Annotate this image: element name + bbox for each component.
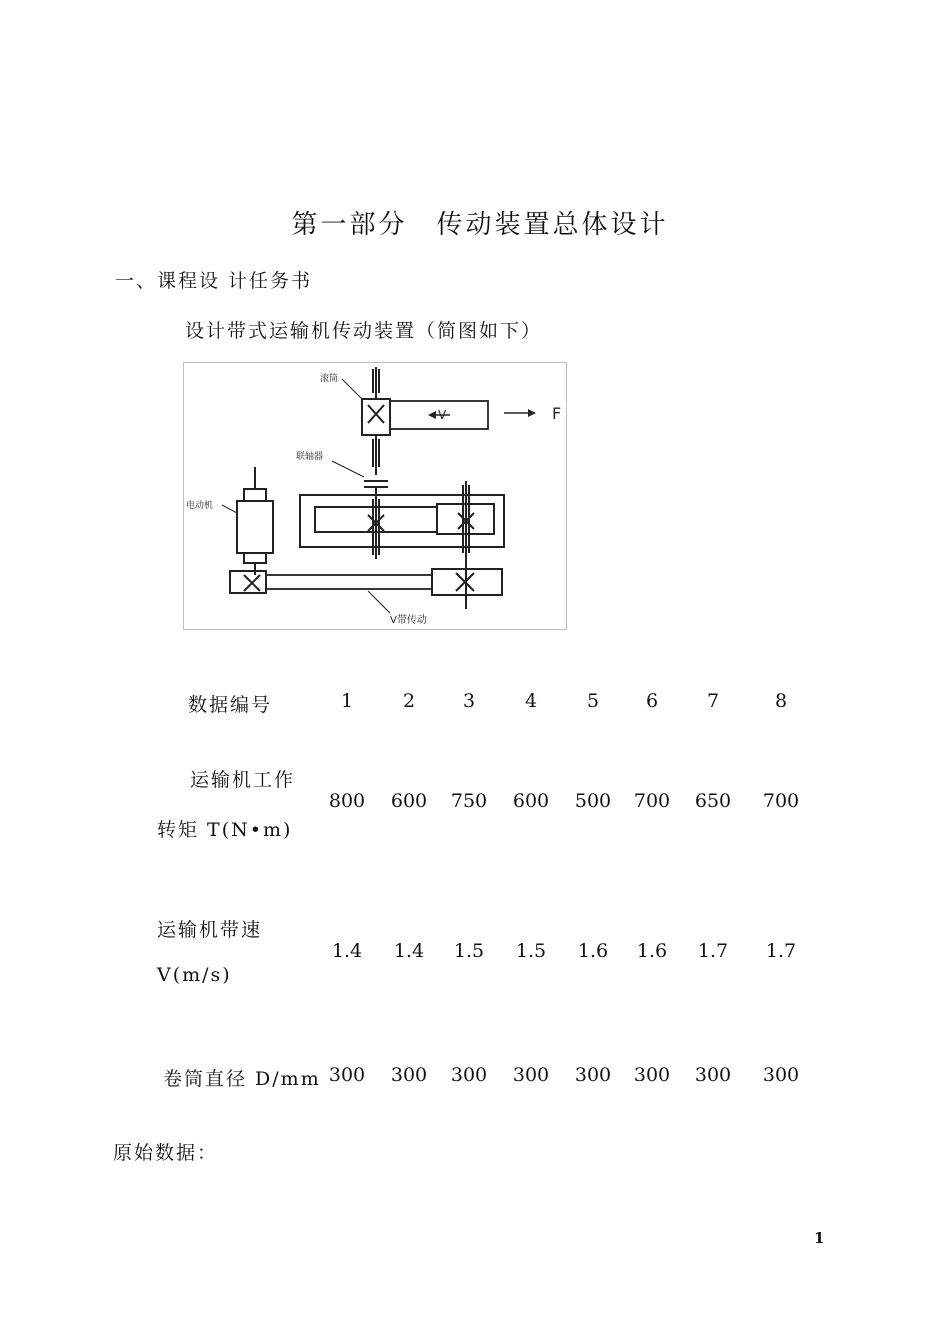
row-label-speed-line2: V(m/s) — [157, 964, 232, 986]
table-cell: 500 — [574, 790, 612, 812]
page-title: 第一部分 传动装置总体设计 — [291, 210, 669, 240]
intro-text: 设计带式运输机传动装置（简图如下） — [185, 320, 543, 342]
motor-label: 电动机 — [186, 501, 214, 511]
motor-body — [237, 501, 273, 553]
velocity-label: V — [438, 408, 447, 422]
page-number: 1 — [814, 1229, 825, 1247]
drum-label: 滚筒 — [320, 374, 339, 384]
table-cell: 300 — [450, 1064, 488, 1086]
row-label-torque-line1: 运输机工作 — [190, 769, 296, 791]
table-cell: 1.6 — [577, 940, 609, 962]
table-cell: 300 — [633, 1064, 671, 1086]
table-col-header: 7 — [706, 690, 720, 712]
table-cell: 750 — [450, 790, 488, 812]
table-col-header: 1 — [340, 690, 354, 712]
gearbox-outer — [300, 495, 504, 547]
small-pulley — [230, 571, 266, 593]
table-col-header: 5 — [586, 690, 600, 712]
coupling-label: 联轴器 — [296, 452, 324, 462]
table-cell: 600 — [390, 790, 428, 812]
table-cell: 300 — [694, 1064, 732, 1086]
table-cell: 1.6 — [636, 940, 668, 962]
table-cell: 300 — [574, 1064, 612, 1086]
raw-data-heading: 原始数据： — [113, 1142, 219, 1164]
table-cell: 1.4 — [393, 940, 425, 962]
belt — [266, 575, 432, 589]
belt-label: V带传动 — [390, 615, 427, 626]
table-cell: 650 — [694, 790, 732, 812]
transmission-diagram — [183, 362, 567, 630]
table-cell: 1.5 — [515, 940, 547, 962]
table-col-header: 3 — [462, 690, 476, 712]
table-cell: 300 — [390, 1064, 428, 1086]
table-cell: 300 — [762, 1064, 800, 1086]
table-col-header: 2 — [402, 690, 416, 712]
motor-top-cap — [244, 489, 266, 501]
drum-bearing-box — [362, 399, 390, 435]
coupling-leader — [332, 461, 364, 477]
table-cell: 600 — [512, 790, 550, 812]
motor-leader — [222, 505, 237, 513]
table-cell: 700 — [762, 790, 800, 812]
table-cell: 300 — [328, 1064, 366, 1086]
table-col-header: 4 — [524, 690, 538, 712]
section-heading: 一、课程设 计任务书 — [115, 270, 313, 292]
force-label: F — [552, 404, 562, 423]
table-cell: 700 — [633, 790, 671, 812]
table-cell: 300 — [512, 1064, 550, 1086]
table-cell: 1.5 — [453, 940, 485, 962]
table-col-header: 6 — [645, 690, 659, 712]
row-label-torque-line2: 转矩 T(N•m) — [157, 819, 293, 841]
transmission-schematic — [184, 363, 566, 629]
belt-leader — [368, 591, 390, 613]
table-cell: 1.4 — [331, 940, 363, 962]
motor-bottom-cap — [244, 553, 266, 563]
table-header-label: 数据编号 — [188, 694, 273, 716]
table-cell: 800 — [328, 790, 366, 812]
table-cell: 1.7 — [697, 940, 729, 962]
table-col-header: 8 — [774, 690, 788, 712]
table-cell: 1.7 — [765, 940, 797, 962]
row-label-speed-line1: 运输机带速 — [157, 919, 263, 941]
drum-leader — [342, 379, 362, 399]
row-label-diameter: 卷筒直径 D/mm — [163, 1068, 321, 1090]
